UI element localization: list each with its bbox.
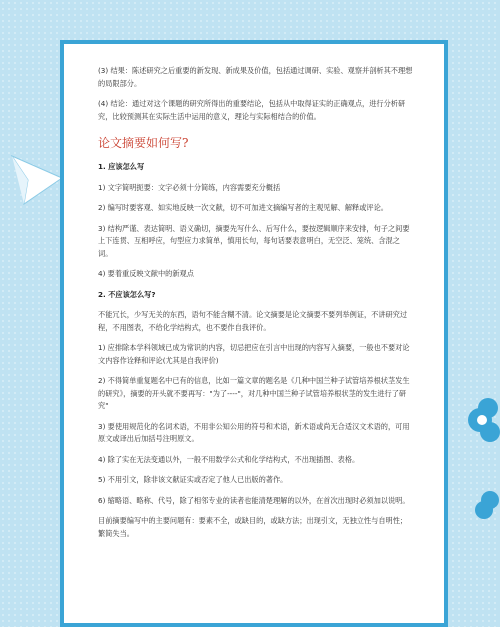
list-item: 1) 应排除本学科领域已成为常识的内容，切忌把应在引言中出现的内容写入摘要，一般也不要对论文内容作诠释和评论(尤其是自我评价) xyxy=(98,343,410,365)
list-item: 2) 编写时要客观、如实地反映一次文献，切不可加进文摘编写者的主观见解、解释或评论。 xyxy=(98,203,388,212)
closing-paragraph: 目前摘要编写中的主要问题有：要素不全，或缺目的，或缺方法；出现引文，无独立性与自明性；繁简失当。 xyxy=(98,516,408,538)
list-item: 3) 要使用规范化的名词术语，不用非公知公用的符号和术语，新术语或尚无合适汉文术语的，可用原文或译出后加括号注明原文。 xyxy=(98,421,410,443)
list-item: 2) 不得简单重复题名中已有的信息，比如一篇文章的题名是《几种中国兰种子试管培养根状茎发生的研究》，摘要的开头就不要再写："为了----"，对几种中国兰种子试管培养根状茎的发生进行了研究" xyxy=(98,376,410,410)
intro-paragraph: 不能冗长，少写无关的东西，语句不能含糊不清。论文摘要是论文摘要不要列举例证，不讲研究过程，不用图表，不给化学结构式，也不要作自我评价。 xyxy=(98,310,408,332)
list-item: 3) 结构严谨、表达简明、语义确切，摘要先写什么、后写什么，要按逻辑顺序来安排，句子之间要上下连贯、互相呼应，句型应力求简单，慎用长句，每句话要表意明白，无空泛、笼统、含混之词。 xyxy=(98,223,410,258)
list-item: 1) 文字简明扼要：文字必须十分简练，内容需要充分概括 xyxy=(98,182,281,192)
cloud-icon xyxy=(440,390,500,450)
document-page xyxy=(60,40,448,627)
conclusion-paragraph: (4) 结论：通过对这个课题的研究所得出的重要结论，包括从中取得证实的正确观点，进行分析研究，比较预测其在实际生活中运用的意义，理论与实际相结合的价值。 xyxy=(98,99,406,121)
list-item: 5) 不用引文，除非该文献证实或否定了他人已出版的著作。 xyxy=(98,475,288,484)
list-item: 4) 除了实在无法变通以外，一般不用数学公式和化学结构式，不出现插图、表格。 xyxy=(98,454,360,464)
section-heading: 论文摘要如何写? xyxy=(98,136,189,150)
result-paragraph: (3) 结果：陈述研究之后重要的新发现、新成果及价值，包括通过调研、实验、观察并剖析其不理想的局限部分。 xyxy=(98,66,413,88)
cloud-icon xyxy=(440,480,500,540)
subheading-what-not-to-write: 2. 不应该怎么写? xyxy=(98,289,156,299)
list-item: 6) 缩略语、略称、代号，除了相邻专业的读者也能清楚理解的以外，在首次出现时必须加以说明。 xyxy=(98,495,410,505)
list-item: 4) 要着重反映文献中的新观点 xyxy=(98,269,194,278)
subheading-how-to-write: 1. 应该怎么写 xyxy=(98,162,145,171)
